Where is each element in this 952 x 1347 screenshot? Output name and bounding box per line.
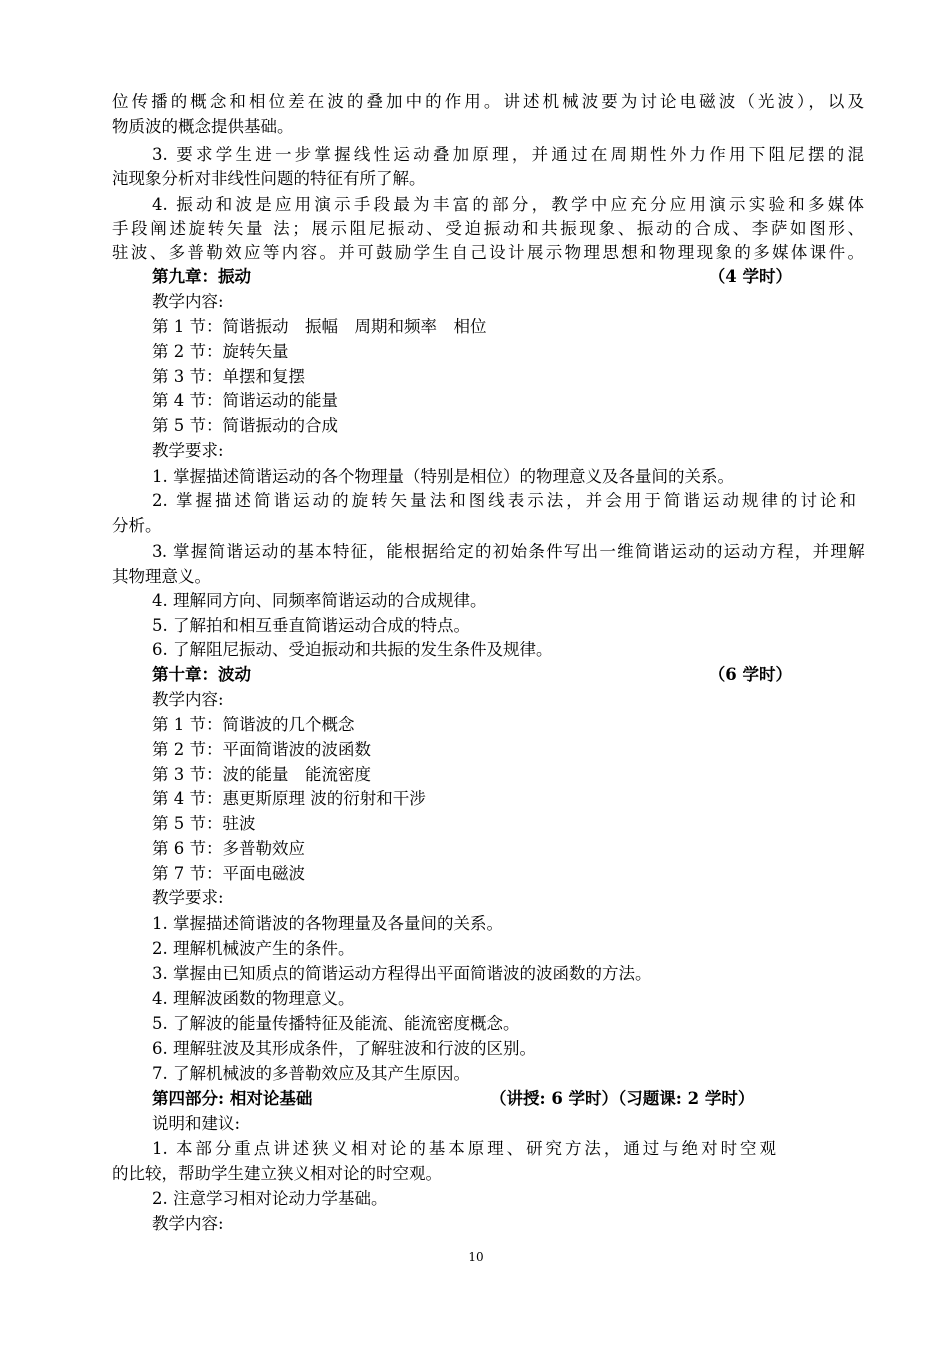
chapter-hours: （6 学时）	[708, 665, 792, 684]
requirement-item: 7. 了解机械波的多普勒效应及其产生原因。	[152, 1064, 470, 1083]
content-label: 教学内容:	[152, 292, 224, 311]
section-item: 第 3 节：波的能量 能流密度	[152, 765, 371, 784]
requirements-label: 教学要求:	[152, 888, 224, 907]
requirement-item: 4. 理解波函数的物理意义。	[152, 989, 355, 1008]
paragraph-line: 物质波的概念提供基础。	[112, 117, 294, 136]
section-item: 第 1 节：简谐振动 振幅 周期和频率 相位	[152, 317, 487, 336]
requirement-item: 6. 了解阻尼振动、受迫振动和共振的发生条件及规律。	[152, 640, 553, 659]
section-item: 第 5 节：简谐振动的合成	[152, 416, 338, 435]
requirements-label: 教学要求:	[152, 441, 224, 460]
requirement-item: 2. 掌握描述简谐运动的旋转矢量法和图线表示法，并会用于简谐运动规律的讨论和	[152, 491, 856, 510]
requirement-item: 5. 了解拍和相互垂直简谐运动合成的特点。	[152, 616, 470, 635]
requirement-item: 1. 掌握描述简谐运动的各个物理量（特别是相位）的物理意义及各量间的关系。	[152, 467, 734, 486]
requirement-item: 2. 理解机械波产生的条件。	[152, 939, 355, 958]
requirement-item: 3. 掌握由已知质点的简谐运动方程得出平面简谐波的波函数的方法。	[152, 964, 652, 983]
section-item: 第 3 节：单摆和复摆	[152, 367, 305, 386]
section-item: 第 6 节：多普勒效应	[152, 839, 305, 858]
requirement-item: 3. 掌握简谐运动的基本特征，能根据给定的初始条件写出一维简谐运动的运动方程，并理解	[152, 542, 864, 561]
requirement-item: 1. 掌握描述简谐波的各物理量及各量间的关系。	[152, 914, 503, 933]
part-heading	[152, 1087, 792, 1111]
part-hours: （讲授: 6 学时）（习题课: 2 学时）	[490, 1089, 755, 1108]
section-item: 第 2 节：旋转矢量	[152, 342, 289, 361]
chapter-title: 第九章：振动	[152, 267, 251, 286]
chapter-heading	[152, 265, 792, 289]
requirement-item: 5. 了解波的能量传播特征及能流、能流密度概念。	[152, 1014, 520, 1033]
chapter-heading	[152, 663, 792, 687]
page-number: 10	[468, 1250, 484, 1264]
requirement-item: 4. 理解同方向、同频率简谐运动的合成规律。	[152, 591, 487, 610]
chapter-hours: （4 学时）	[708, 267, 792, 286]
section-item: 第 5 节：驻波	[152, 814, 256, 833]
requirement-item: 6. 理解驻波及其形成条件，了解驻波和行波的区别。	[152, 1039, 536, 1058]
content-label: 教学内容:	[152, 690, 224, 709]
note-item: 1. 本部分重点讲述狭义相对论的基本原理、研究方法，通过与绝对时空观	[152, 1139, 776, 1158]
chapter-title: 第十章：波动	[152, 665, 251, 684]
requirement-item-cont: 分析。	[112, 516, 162, 535]
requirement-item-cont: 其物理意义。	[112, 567, 211, 586]
paragraph-line: 位传播的概念和相位差在波的叠加中的作用。讲述机械波要为讨论电磁波（光波），以及	[112, 92, 864, 111]
note-item: 2. 注意学习相对论动力学基础。	[152, 1189, 388, 1208]
section-item: 第 2 节：平面简谐波的波函数	[152, 740, 371, 759]
paragraph-line: 驻波、多普勒效应等内容。并可鼓励学生自己设计展示物理思想和物理现象的多媒体课件。	[112, 243, 864, 262]
part-title: 第四部分: 相对论基础	[152, 1089, 313, 1108]
section-item: 第 4 节：惠更斯原理 波的衍射和干涉	[152, 789, 426, 808]
paragraph-line: 4. 振动和波是应用演示手段最为丰富的部分，教学中应充分应用演示实验和多媒体	[152, 195, 864, 214]
content-label: 教学内容:	[152, 1214, 224, 1233]
paragraph-line: 3. 要求学生进一步掌握线性运动叠加原理，并通过在周期性外力作用下阻尼摆的混	[152, 145, 864, 164]
section-item: 第 7 节：平面电磁波	[152, 864, 305, 883]
paragraph-line: 手段阐述旋转矢量 法；展示阻尼振动、受迫振动和共振现象、振动的合成、李萨如图形、	[112, 219, 864, 238]
paragraph-line: 沌现象分析对非线性问题的特征有所了解。	[112, 169, 426, 188]
section-item: 第 1 节：简谐波的几个概念	[152, 715, 355, 734]
section-item: 第 4 节：简谐运动的能量	[152, 391, 338, 410]
note-item-cont: 的比较，帮助学生建立狭义相对论的时空观。	[112, 1164, 442, 1183]
note-label: 说明和建议:	[152, 1114, 241, 1133]
